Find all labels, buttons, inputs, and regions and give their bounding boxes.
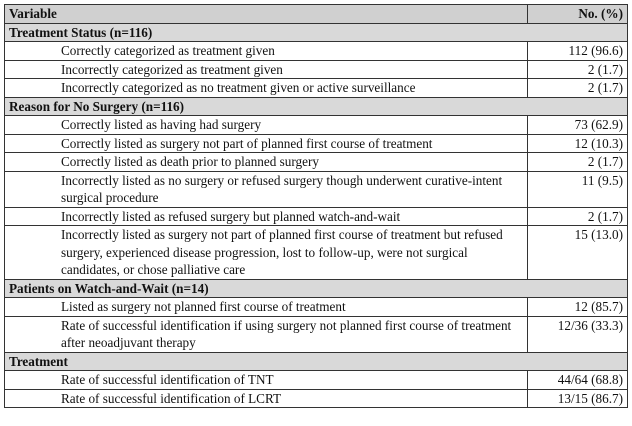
table-row <box>5 226 628 280</box>
row-label: Rate of successful identification if using surgery not planned first course of treatment after neoadjuvant therapy <box>5 316 528 352</box>
header-row <box>5 5 628 24</box>
section-row <box>5 279 628 298</box>
row-value: 44/64 (68.8) <box>528 371 628 390</box>
header-variable: Variable <box>5 5 528 24</box>
row-label: Correctly listed as surgery not part of planned first course of treatment <box>5 134 528 153</box>
row-label: Incorrectly listed as no surgery or refused surgery though underwent curative-intent surgical procedure <box>5 171 528 207</box>
row-value: 13/15 (86.7) <box>528 389 628 408</box>
row-value: 2 (1.7) <box>528 153 628 172</box>
table-row <box>5 116 628 135</box>
row-value: 2 (1.7) <box>528 207 628 226</box>
section-title: Treatment <box>5 352 628 371</box>
section-row <box>5 97 628 116</box>
row-label: Rate of successful identification of TNT <box>5 371 528 390</box>
header-value: No. (%) <box>528 5 628 24</box>
results-table <box>4 4 628 408</box>
table-row <box>5 79 628 98</box>
row-label: Incorrectly categorized as no treatment given or active surveillance <box>5 79 528 98</box>
table-row <box>5 389 628 408</box>
table-row <box>5 42 628 61</box>
row-value: 12 (10.3) <box>528 134 628 153</box>
table-row <box>5 60 628 79</box>
row-value: 2 (1.7) <box>528 60 628 79</box>
table-row <box>5 171 628 207</box>
row-label: Correctly listed as having had surgery <box>5 116 528 135</box>
section-title: Patients on Watch-and-Wait (n=14) <box>5 279 628 298</box>
table-row <box>5 316 628 352</box>
row-value: 12/36 (33.3) <box>528 316 628 352</box>
row-value: 15 (13.0) <box>528 226 628 280</box>
row-label: Correctly categorized as treatment given <box>5 42 528 61</box>
row-label: Listed as surgery not planned first course of treatment <box>5 298 528 317</box>
table-row <box>5 298 628 317</box>
row-label: Rate of successful identification of LCRT <box>5 389 528 408</box>
row-label: Incorrectly categorized as treatment given <box>5 60 528 79</box>
table-row <box>5 153 628 172</box>
table-row <box>5 207 628 226</box>
section-row <box>5 352 628 371</box>
section-row <box>5 23 628 42</box>
row-label: Incorrectly listed as refused surgery but planned watch-and-wait <box>5 207 528 226</box>
row-value: 112 (96.6) <box>528 42 628 61</box>
row-value: 2 (1.7) <box>528 79 628 98</box>
section-title: Reason for No Surgery (n=116) <box>5 97 628 116</box>
row-value: 73 (62.9) <box>528 116 628 135</box>
table-row <box>5 371 628 390</box>
row-label: Incorrectly listed as surgery not part of planned first course of treatment but refused surgery, experienced disease progression, lost to follow-up, were not surgical candidates, or chose palliative care <box>5 226 528 280</box>
section-title: Treatment Status (n=116) <box>5 23 628 42</box>
row-value: 11 (9.5) <box>528 171 628 207</box>
table-row <box>5 134 628 153</box>
row-label: Correctly listed as death prior to planned surgery <box>5 153 528 172</box>
row-value: 12 (85.7) <box>528 298 628 317</box>
